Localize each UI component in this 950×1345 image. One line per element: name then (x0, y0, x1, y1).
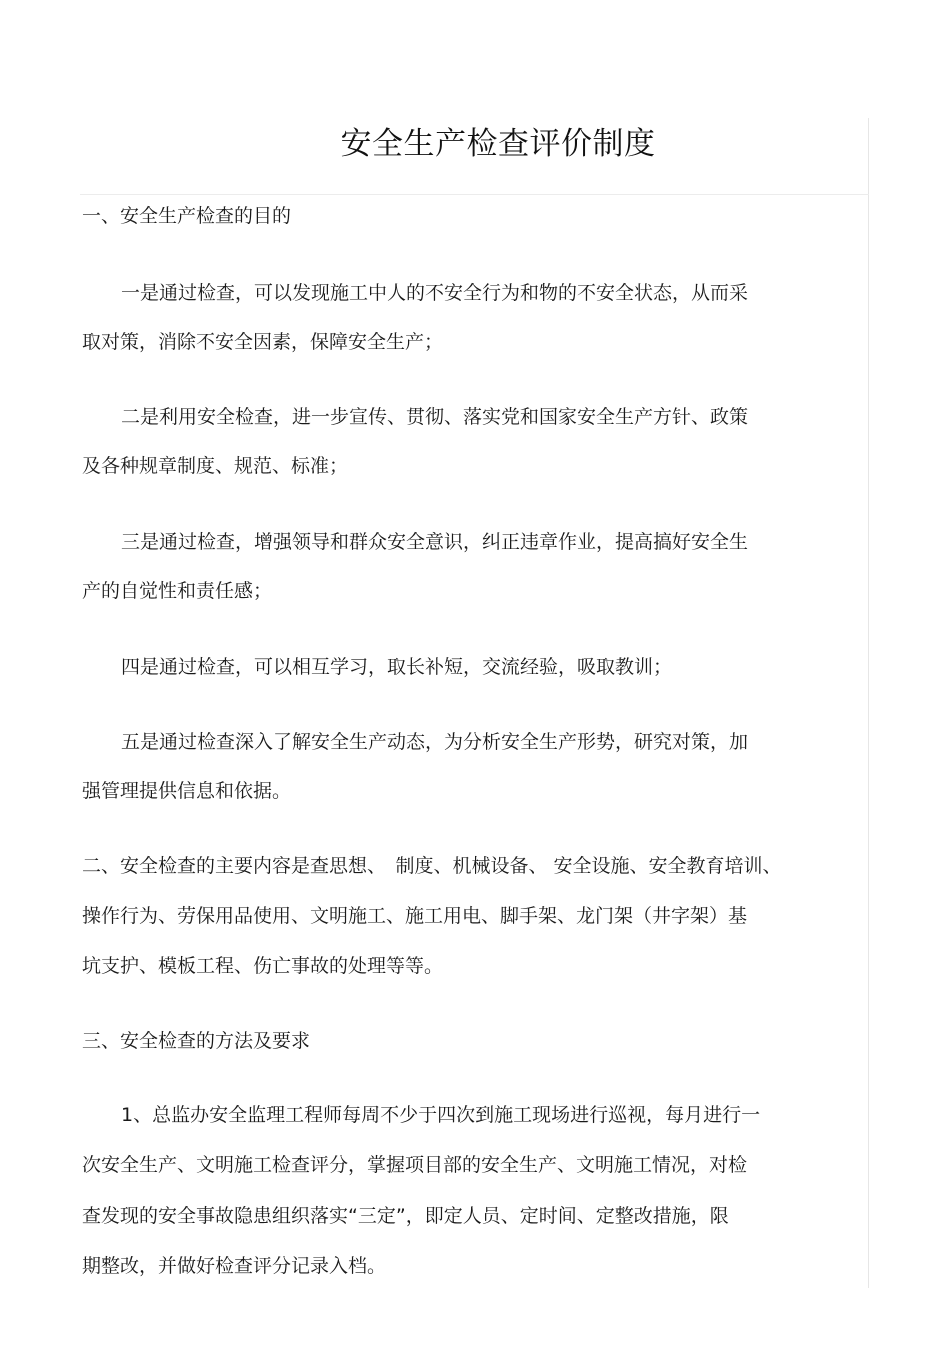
section-2-line-3: 坑支护、模板工程、伤亡事故的处理等等。 (82, 955, 444, 977)
section-3-heading: 三、安全检查的方法及要求 (82, 1030, 311, 1052)
section-3-item-1-line-1: 1、总监办安全监理工程师每周不少于四次到施工现场进行巡视，每月进行一 (121, 1104, 761, 1126)
margin-rule-vertical (868, 118, 869, 1288)
section-1-heading: 一、安全生产检查的目的 (82, 205, 292, 227)
section-2-line-2: 操作行为、劳保用品使用、文明施工、施工用电、脚手架、龙门架（井字架）基 (82, 905, 748, 927)
section-1-item-2-line-2: 及各种规章制度、规范、标准； (82, 455, 349, 477)
section-1-item-5-line-1: 五是通过检查深入了解安全生产动态，为分析安全生产形势，研究对策，加 (121, 731, 749, 753)
document-title: 安全生产检查评价制度 (340, 126, 656, 162)
header-rule (80, 194, 869, 195)
section-1-item-2-line-1: 二是利用安全检查，进一步宣传、贯彻、落实党和国家安全生产方针、政策 (121, 406, 749, 428)
section-1-item-5-line-2: 强管理提供信息和依据。 (82, 780, 292, 802)
section-3-item-1-line-4: 期整改，并做好检查评分记录入档。 (82, 1255, 387, 1277)
section-2-line-1: 二、安全检查的主要内容是查思想、 制度、机械设备、 安全设施、安全教育培训、 (82, 855, 782, 877)
section-1-item-4-line-1: 四是通过检查，可以相互学习，取长补短，交流经验，吸取教训； (121, 656, 673, 678)
section-1-item-3-line-2: 产的自觉性和责任感； (82, 580, 273, 602)
section-1-item-1-line-2: 取对策，消除不安全因素，保障安全生产； (82, 331, 444, 353)
section-3-item-1-line-2: 次安全生产、文明施工检查评分，掌握项目部的安全生产、文明施工情况，对检 (82, 1154, 748, 1176)
section-1-item-3-line-1: 三是通过检查，增强领导和群众安全意识，纠正违章作业，提高搞好安全生 (121, 531, 749, 553)
section-3-item-1-line-3: 查发现的安全事故隐患组织落实“三定”，即定人员、定时间、定整改措施，限 (82, 1205, 729, 1227)
section-1-item-1-line-1: 一是通过检查，可以发现施工中人的不安全行为和物的不安全状态，从而采 (121, 282, 749, 304)
